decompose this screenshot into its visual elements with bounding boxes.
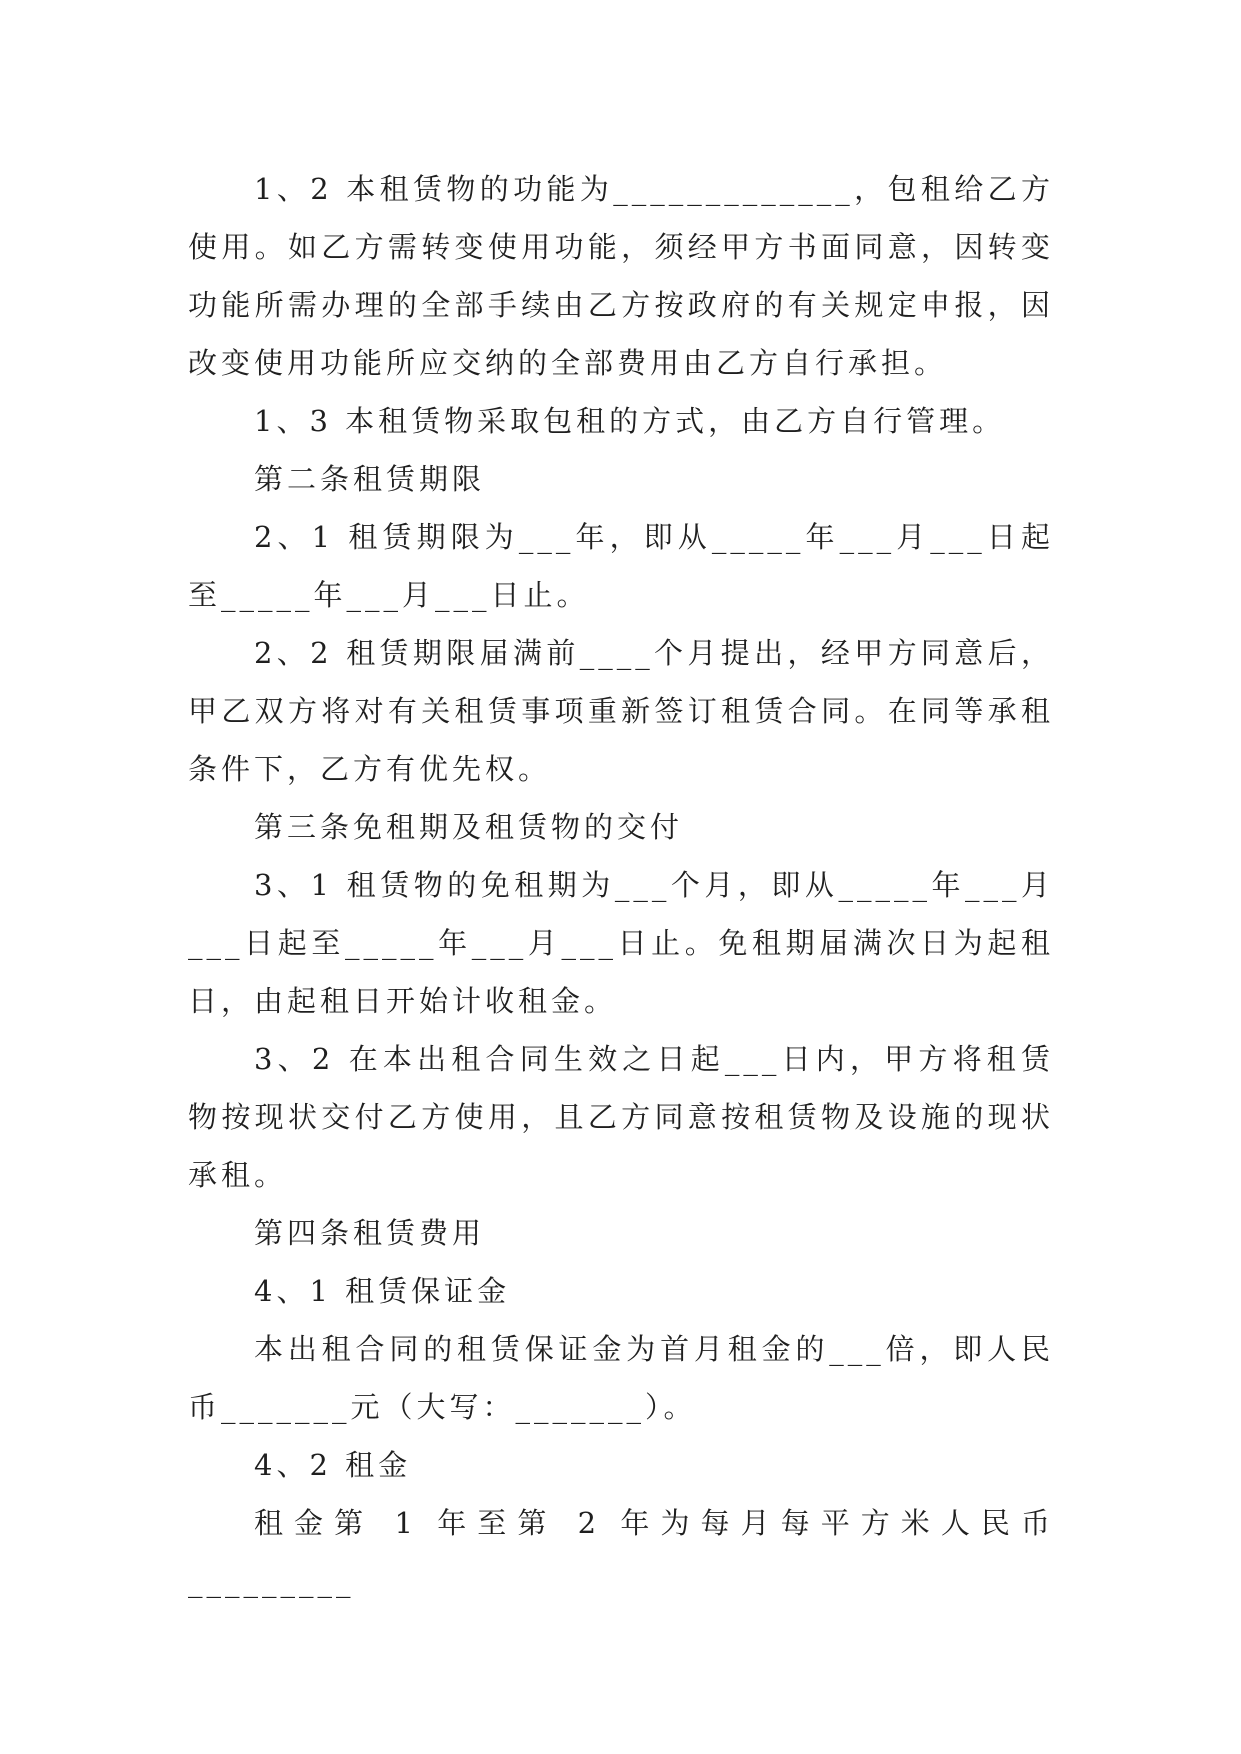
contract-body [188, 160, 1054, 1610]
heading-article-3: 第三条免租期及租赁物的交付 [254, 810, 684, 844]
paragraph-rent-amount: 租金第 1 年至第 2 年为每月每平方米人民币_________ [188, 1506, 1054, 1598]
paragraph-1-2-function: 1、2 本租赁物的功能为_____________，包租给乙方使用。如乙方需转变使用功能，须经甲方书面同意，因转变功能所需办理的全部手续由乙方按政府的有关规定申报，因改变使用功能所应交纳的全部费用由乙方自行承担。 [188, 172, 1054, 380]
paragraph-2-2-renewal: 2、2 租赁期限届满前____个月提出，经甲方同意后，甲乙双方将对有关租赁事项重新签订租赁合同。在同等承租条件下，乙方有优先权。 [188, 636, 1054, 786]
subheading-4-1-deposit: 4、1 租赁保证金 [254, 1274, 511, 1308]
paragraph-deposit-amount: 本出租合同的租赁保证金为首月租金的___倍，即人民币_______元（大写：_______）。 [188, 1332, 1054, 1424]
heading-article-4: 第四条租赁费用 [254, 1216, 486, 1250]
paragraph-3-1-rent-free: 3、1 租赁物的免租期为___个月，即从_____年___月___日起至_____年___月___日止。免租期届满次日为起租日，由起租日开始计收租金。 [188, 868, 1054, 1018]
paragraph-2-1-term: 2、1 租赁期限为___年，即从_____年___月___日起至_____年___月___日止。 [188, 520, 1054, 612]
paragraph-3-2-delivery: 3、2 在本出租合同生效之日起___日内，甲方将租赁物按现状交付乙方使用，且乙方同意按租赁物及设施的现状承租。 [188, 1042, 1054, 1192]
heading-article-2: 第二条租赁期限 [254, 462, 486, 496]
paragraph-1-3-management: 1、3 本租赁物采取包租的方式，由乙方自行管理。 [254, 404, 1006, 438]
subheading-4-2-rent: 4、2 租金 [254, 1448, 412, 1482]
